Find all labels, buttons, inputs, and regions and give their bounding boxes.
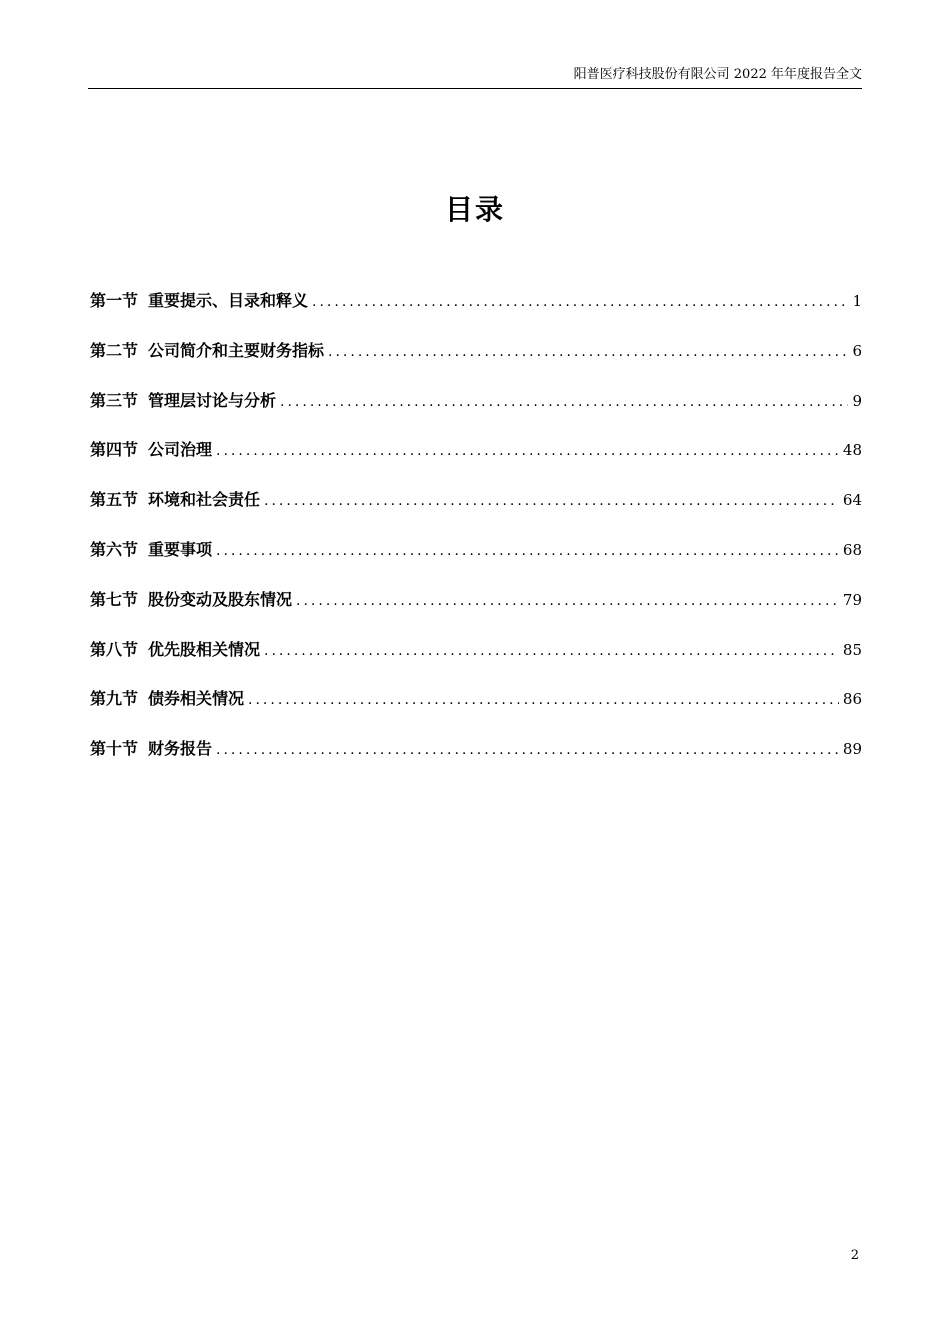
toc-entry-7[interactable] [90, 587, 862, 637]
toc-section-label: 第九节 [90, 689, 139, 709]
toc-dot-leader [248, 692, 839, 708]
toc-entry-9[interactable] [90, 686, 862, 736]
toc-dot-leader [328, 344, 848, 360]
toc-dot-leader [216, 443, 839, 459]
toc-section-label: 第十节 [90, 739, 139, 759]
toc-entry-8[interactable] [90, 637, 862, 687]
toc-section-label: 第七节 [90, 589, 139, 609]
toc-entry-1[interactable] [90, 288, 862, 338]
toc-entry-2[interactable] [90, 338, 862, 388]
toc-page-number: 85 [842, 640, 862, 659]
toc-section-label: 第五节 [90, 490, 139, 510]
toc-dot-leader [312, 294, 848, 310]
toc-section-label: 第一节 [90, 291, 139, 310]
toc-dot-leader [216, 543, 839, 559]
toc-entry-10[interactable] [90, 736, 862, 786]
toc-entry-title: 公司简介和主要财务指标 [148, 340, 325, 360]
toc-page-number: 48 [842, 441, 862, 460]
toc-entry-title: 重要事项 [148, 539, 213, 559]
toc-section-label: 第三节 [90, 390, 139, 410]
toc-page-number: 68 [842, 540, 862, 559]
page-header [88, 62, 862, 89]
toc-section-label: 第八节 [90, 639, 139, 659]
toc-entry-title: 优先股相关情况 [148, 639, 261, 659]
toc-entry-6[interactable] [90, 537, 862, 587]
toc-page-number: 79 [842, 590, 862, 609]
table-of-contents [90, 288, 862, 786]
toc-entry-title: 公司治理 [148, 440, 213, 460]
toc-page-number: 86 [842, 690, 862, 709]
toc-entry-4[interactable] [90, 437, 862, 487]
toc-dot-leader [264, 643, 839, 659]
toc-entry-3[interactable] [90, 388, 862, 438]
toc-section-label: 第六节 [90, 539, 139, 559]
toc-dot-leader [216, 742, 839, 758]
page-title: 目录 [444, 193, 505, 226]
toc-entry-title: 财务报告 [148, 739, 213, 759]
toc-entry-title: 重要提示、目录和释义 [148, 291, 309, 310]
toc-entry-title: 债券相关情况 [148, 689, 245, 709]
header-text: 阳普医疗科技股份有限公司 2022 年年度报告全文 [573, 67, 862, 82]
toc-dot-leader [296, 593, 839, 609]
toc-entry-5[interactable] [90, 487, 862, 537]
toc-entry-title: 管理层讨论与分析 [148, 390, 277, 410]
toc-section-label: 第四节 [90, 440, 139, 460]
toc-dot-leader [280, 394, 848, 410]
toc-page-number: 9 [852, 391, 862, 410]
toc-entry-title: 环境和社会责任 [148, 490, 261, 510]
toc-page-number: 1 [852, 292, 862, 310]
toc-page-number: 6 [852, 341, 862, 360]
toc-dot-leader [264, 493, 839, 509]
toc-page-number: 64 [842, 491, 862, 510]
toc-entry-title: 股份变动及股东情况 [148, 589, 293, 609]
footer-page-number: 2 [850, 1248, 859, 1263]
toc-section-label: 第二节 [90, 340, 139, 360]
toc-page-number: 89 [842, 740, 862, 759]
